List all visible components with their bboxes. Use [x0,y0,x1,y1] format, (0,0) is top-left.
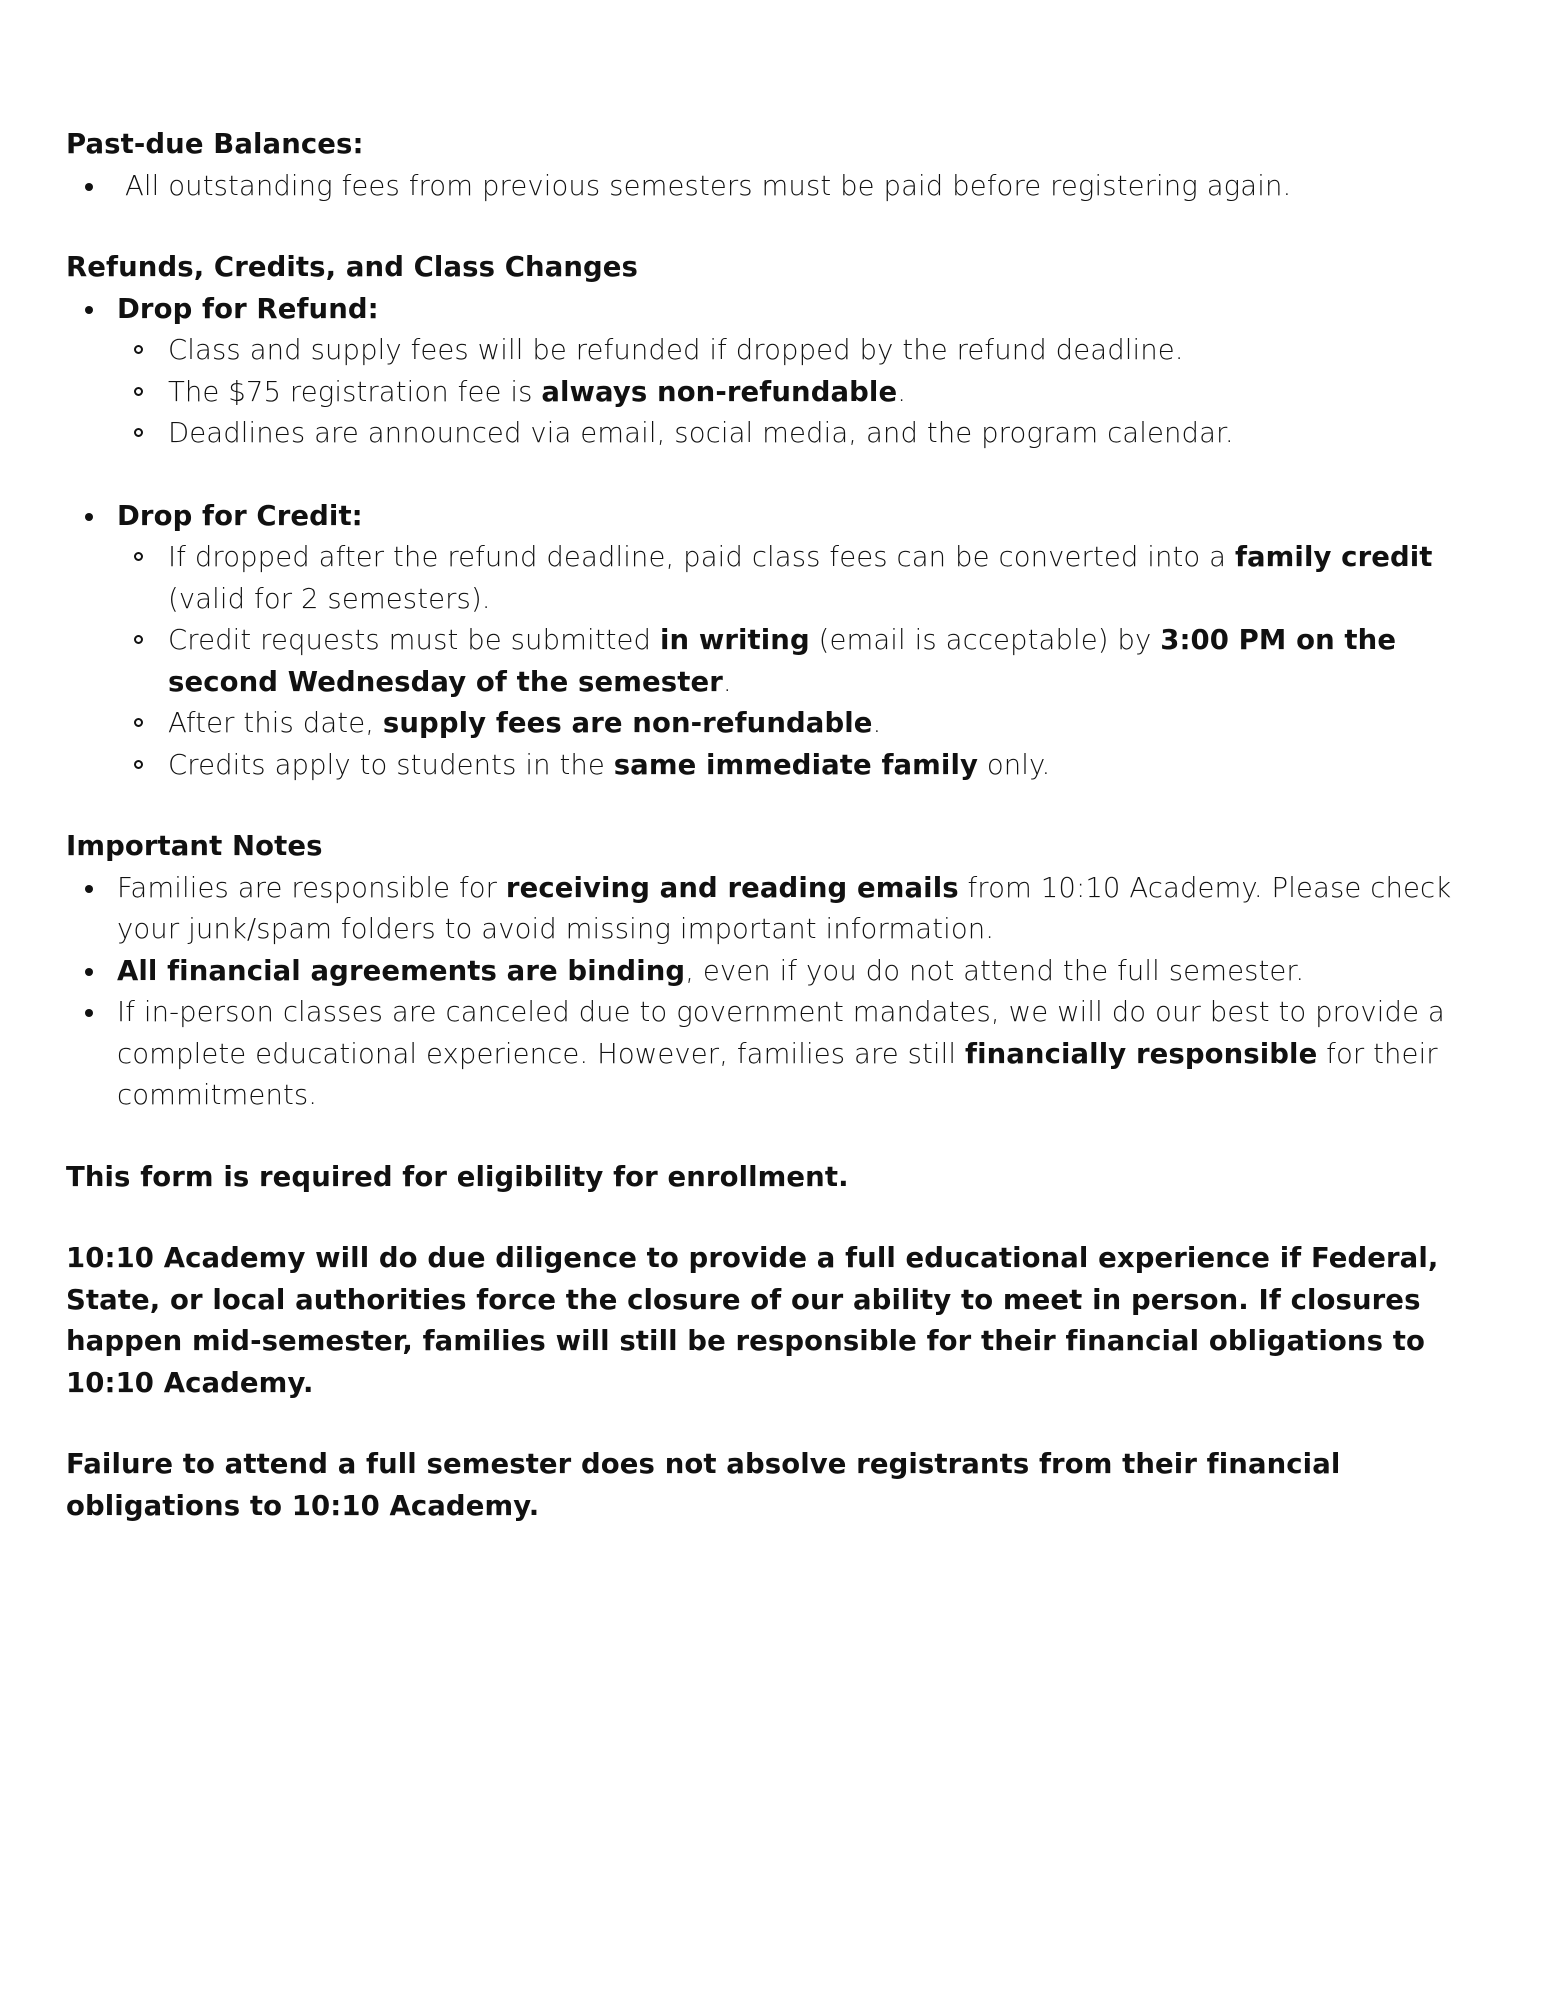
text: Credits apply to students in the [168,748,614,781]
text: for their commitments. [117,1037,1438,1111]
bold-text: always non-refundable [541,375,898,408]
bold-text: in writing [659,624,810,656]
closure-statement: 10:10 Academy will do due diligence to provide a full educational experience if Federal, State, or local authorities force the closure of our ability to meet in person. If closures happen mid-semester, families will still be responsible for their financial obligations to 10:10 Academy. [66,1242,1439,1399]
text: only. [978,748,1051,781]
bold-text: 3:00 PM on the second Wednesday of the semester [168,624,1397,698]
text: Families are responsible for [117,871,506,904]
list-item: All outstanding fees from previous semesters must be paid before registering again. [66,166,1486,208]
list-item [117,703,1486,745]
bold-text: supply fees are non-refundable [382,707,873,739]
text: . [872,707,882,739]
text: . [897,375,907,408]
refunds-list [66,289,1486,787]
list-item [66,951,1486,993]
text: Credit requests must be submitted [168,624,660,656]
past-due-list [66,166,1486,208]
list-item [117,537,1486,620]
bold-text: financially responsible [965,1037,1318,1070]
text: . [722,665,732,698]
text: If dropped after the refund deadline, paid class fees can be converted into a [168,541,1235,573]
list-item [66,992,1486,1117]
important-notes-list [66,868,1486,1117]
drop-for-refund-item [66,289,1486,496]
list-item [117,372,1486,414]
drop-for-credit-item [66,496,1486,787]
spacer [117,455,1486,496]
refunds-heading: Refunds, Credits, and Class Changes [66,251,639,283]
text: The $75 registration fee is [168,375,542,408]
text: (valid for 2 semesters). [168,582,491,615]
important-notes-heading: Important Notes [66,830,323,862]
list-item [117,745,1486,787]
drop-for-refund-label: Drop for Refund: [117,292,379,325]
bold-text: family credit [1234,541,1433,573]
drop-for-refund-sublist [117,330,1486,455]
list-item [66,868,1486,951]
text: After this date, [168,707,383,739]
drop-for-credit-label: Drop for Credit: [117,499,363,532]
bold-text: same immediate family [613,748,979,781]
eligibility-statement: This form is required for eligibility for enrollment. [66,1160,849,1193]
list-item [117,620,1486,703]
policy-document [66,124,1486,1527]
text: If in-person classes are canceled due to government mandates, we will do our best to provide a complete educational experience. However, families are still [117,996,1445,1070]
attendance-statement: Failure to attend a full semester does not absolve registrants from their financial obligations to 10:10 Academy. [66,1448,1341,1522]
text: , even if you do not attend the full semester. [685,954,1305,987]
list-item: Deadlines are announced via email, social media, and the program calendar. [117,413,1486,455]
drop-for-credit-sublist [117,537,1486,786]
text: (email is acceptable) by [809,624,1161,656]
bold-text: All financial agreements are binding [117,954,686,987]
bold-text: receiving and reading emails [505,871,959,904]
text: from 10:10 Academy. Please check your junk/spam folders to avoid missing important information. [117,871,1452,945]
list-item: Class and supply fees will be refunded if dropped by the refund deadline. [117,330,1486,372]
past-due-heading: Past-due Balances: [66,128,364,160]
